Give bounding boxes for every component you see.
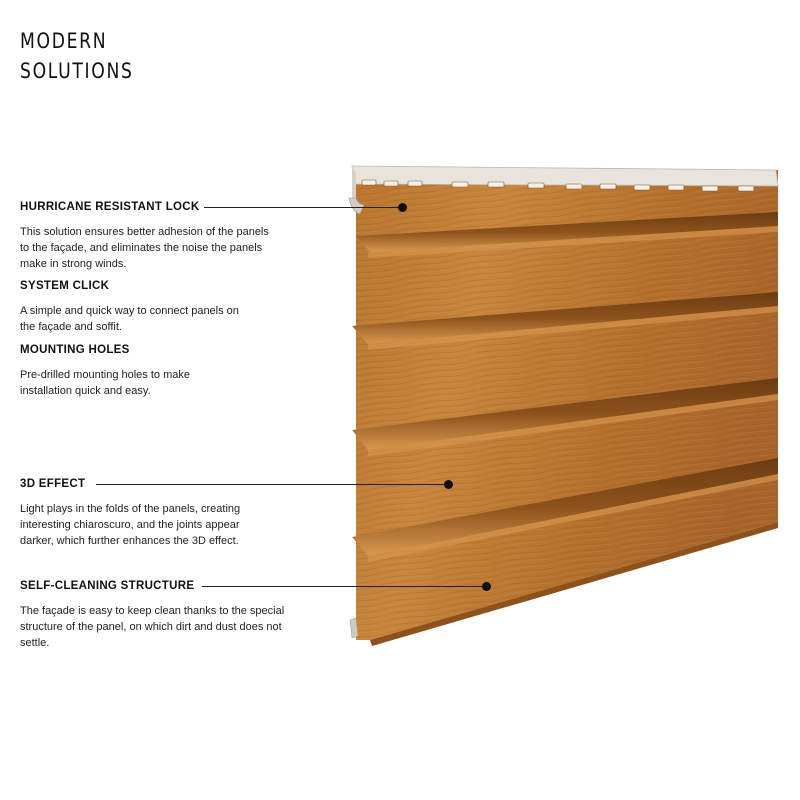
feature-description-hurricane-lock: This solution ensures better adhesion of the panels to the façade, and eliminates the noise the panels make in strong winds. [20, 226, 269, 270]
feature-description-3d-effect: Light plays in the folds of the panels, creating interesting chiaroscuro, and the joints appear darker, which further enhances the 3D effect. [20, 503, 241, 547]
feature-heading-self-cleaning: SELF-CLEANING STRUCTURE [20, 580, 195, 592]
leader-line-3d-effect [96, 484, 446, 485]
feature-heading-mounting-holes: MOUNTING HOLES [20, 344, 130, 356]
feature-description-mounting-holes: Pre-drilled mounting holes to make installation quick and easy. [20, 369, 190, 397]
marker-dot-self-cleaning [482, 582, 491, 591]
marker-dot-hurricane-lock [398, 203, 407, 212]
marker-dot-3d-effect [444, 480, 453, 489]
title-line-2: SOLUTIONS [20, 59, 134, 83]
feature-heading-hurricane-lock: HURRICANE RESISTANT LOCK [20, 201, 200, 213]
leader-line-hurricane-lock [204, 207, 400, 208]
leader-line-self-cleaning [202, 586, 484, 587]
feature-heading-system-click: SYSTEM CLICK [20, 280, 110, 292]
feature-description-self-cleaning: The façade is easy to keep clean thanks to the special structure of the panel, on which dirt and dust does not settle. [20, 605, 285, 649]
feature-heading-3d-effect: 3D EFFECT [20, 478, 86, 490]
title-line-1: MODERN [20, 29, 108, 53]
feature-description-system-click: A simple and quick way to connect panels on the façade and soffit. [20, 305, 239, 333]
